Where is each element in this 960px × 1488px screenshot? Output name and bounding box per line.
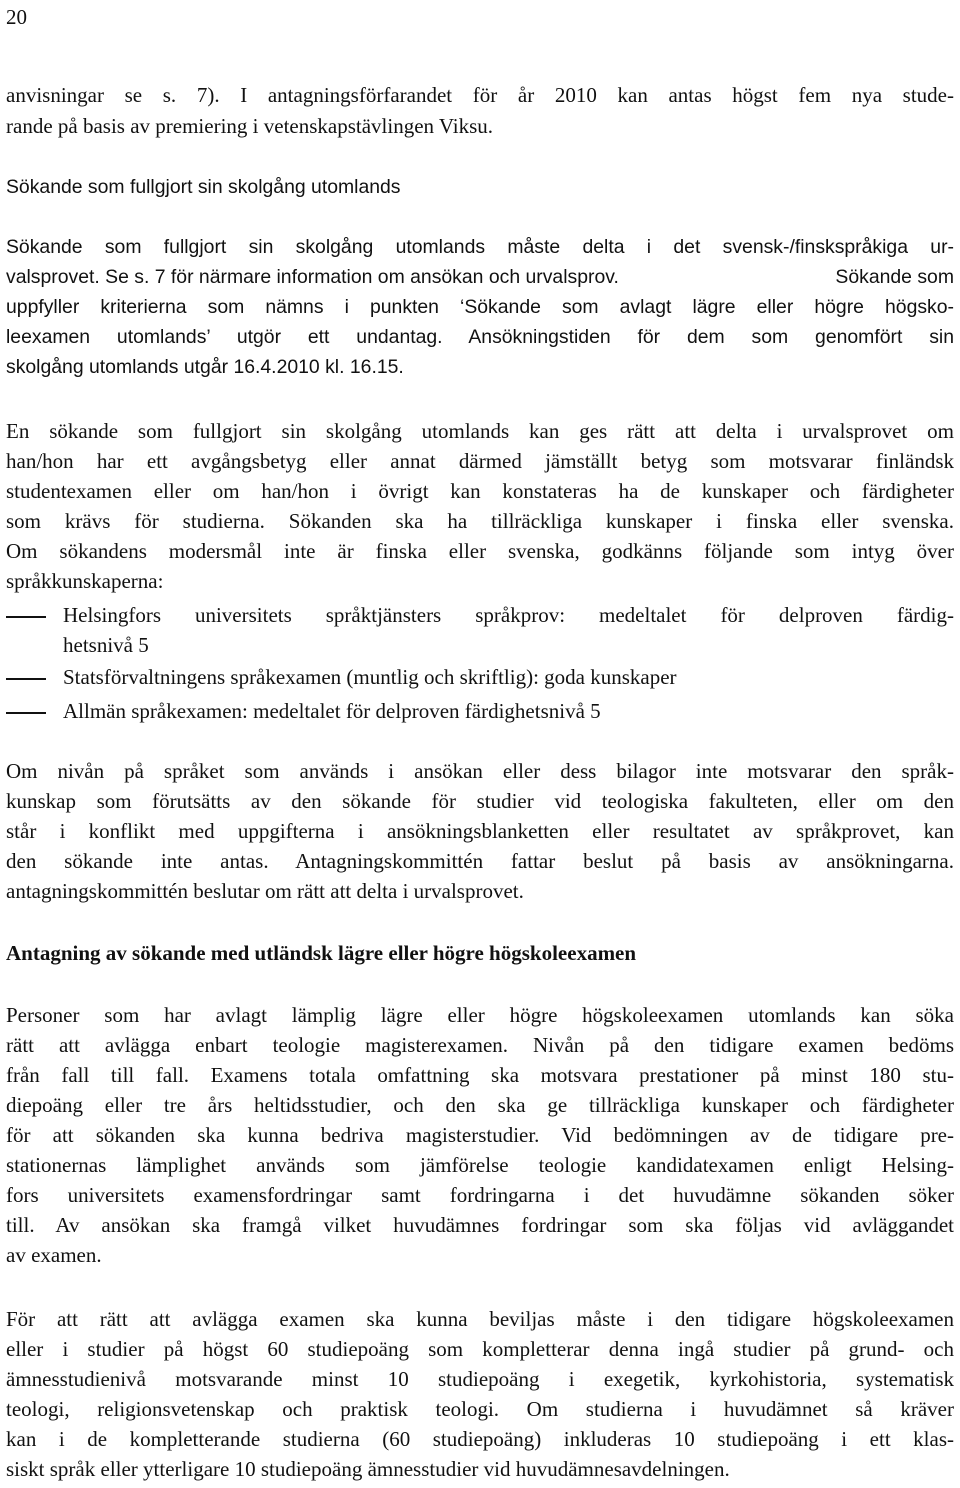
level-line-2: kunskap som förutsätts av den sökande för studier vid teologiska fakulteten, eller om den xyxy=(6,789,954,813)
degree-line-5: för att sökanden ska kunna bedriva magisterstudier. Vid bedömningen av de tidigare pre- xyxy=(6,1123,954,1147)
bullet-3-line-1: Allmän språkexamen: medeltalet för delproven färdighetsnivå 5 xyxy=(63,699,601,723)
degree-line-8: till. Av ansökan ska framgå vilket huvudämnes fordringar som ska följas vid avläggandet xyxy=(6,1213,954,1237)
complement-line-1: För att rätt att avlägga examen ska kunna beviljas måste i den tidigare högskoleexamen xyxy=(6,1307,954,1331)
level-line-5: antagningskommittén beslutar om rätt att delta i urvalsprovet. xyxy=(6,879,524,903)
language-line-1: En sökande som fullgjort sin skolgång utomlands kan ges rätt att delta i urvalsprovet om xyxy=(6,419,954,443)
bullet-1-line-1: Helsingfors universitets språktjänsters språkprov: medeltalet för delproven färdig- xyxy=(63,603,954,627)
complement-line-6: siskt språk eller ytterligare 10 studiepoäng ämnesstudier vid huvudämnesavdelningen. xyxy=(6,1457,730,1481)
complement-line-3: ämnesstudienivå motsvarande minst 10 studiepoäng i exegetik, kyrkohistoria, systematisk xyxy=(6,1367,954,1391)
complement-line-5: kan i de kompletterande studierna (60 studiepoäng) inkluderas 10 studiepoäng i ett klas- xyxy=(6,1427,954,1451)
section-abroad-line-2b: Sökande som xyxy=(835,266,954,288)
language-line-5: Om sökandens modersmål inte är finska eller svenska, godkänns följande som intyg över xyxy=(6,539,954,563)
degree-line-9: av examen. xyxy=(6,1243,102,1267)
degree-line-1: Personer som har avlagt lämplig lägre eller högre högskoleexamen utomlands kan söka xyxy=(6,1003,954,1027)
complement-line-2: eller i studier på högst 60 studiepoäng som kompletterar denna ingå studier på grund- och xyxy=(6,1337,954,1361)
bullet-dash-3 xyxy=(6,696,46,726)
section-abroad-line-1: Sökande som fullgjort sin skolgång utomlands måste delta i det svensk-/finskspråkiga ur- xyxy=(6,236,954,258)
language-line-3: studentexamen eller om han/hon i övrigt kan konstateras ha de kunskaper och färdigheter xyxy=(6,479,954,503)
level-line-3: står i konflikt med uppgifterna i ansökningsblanketten eller resultatet av språkprovet, kan xyxy=(6,819,954,843)
section-abroad-title: Sökande som fullgjort sin skolgång utomlands xyxy=(6,176,401,198)
intro-line-2: rande på basis av premiering i vetenskapstävlingen Viksu. xyxy=(6,114,494,138)
section-abroad-line-3: uppfyller kriterierna som nämns i punkten ‘Sökande som avlagt lägre eller högre högsko- xyxy=(6,296,954,318)
bullet-dash-2 xyxy=(6,662,46,692)
bullet-2-line-1: Statsförvaltningens språkexamen (muntlig och skriftlig): goda kunskaper xyxy=(63,665,677,689)
level-line-4: den sökande inte antas. Antagningskommittén fattar beslut på basis av ansökningarna. xyxy=(6,849,954,873)
section-abroad-line-4: leexamen utomlands’ utgör ett undantag. Ansökningstiden för dem som genomfört sin xyxy=(6,326,954,348)
degree-line-4: diepoäng eller tre års heltidsstudier, och den ska ge tillräckliga kunskaper och färdigheter xyxy=(6,1093,954,1117)
intro-line-1: anvisningar se s. 7). I antagningsförfarandet för år 2010 kan antas högst fem nya stude- xyxy=(6,83,954,107)
section-abroad-line-5: skolgång utomlands utgår 16.4.2010 kl. 16.15. xyxy=(6,356,404,378)
language-line-4: som krävs för studierna. Sökanden ska ha tillräckliga kunskaper i finska eller svenska. xyxy=(6,509,954,533)
degree-line-2: rätt att avlägga enbart teologie magisterexamen. Nivån på den tidigare examen bedöms xyxy=(6,1033,954,1057)
language-line-6: språkkunskaperna: xyxy=(6,569,164,593)
section-degree-title: Antagning av sökande med utländsk lägre eller högre högskoleexamen xyxy=(6,941,637,965)
complement-line-4: teologi, religionsvetenskap och praktisk teologi. Om studierna i huvudämnet så kräver xyxy=(6,1397,954,1421)
degree-line-7: fors universitets examensfordringar samt fordringarna i det huvudämne sökanden söker xyxy=(6,1183,954,1207)
page-number: 20 xyxy=(6,5,27,29)
level-line-1: Om nivån på språket som används i ansökan eller dess bilagor inte motsvarar den språk- xyxy=(6,759,954,783)
section-abroad-line-2: valsprovet. Se s. 7 för närmare information om ansökan och urvalsprov. xyxy=(6,266,619,288)
bullet-1-line-2: hetsnivå 5 xyxy=(63,633,149,657)
degree-line-3: från fall till fall. Examens totala omfattning ska motsvara prestationer på minst 180 stu- xyxy=(6,1063,954,1087)
language-line-2: han/hon har ett avgångsbetyg eller annat därmed jämställt betyg som motsvarar finländsk xyxy=(6,449,954,473)
degree-line-6: stationernas lämplighet används som jämförelse teologie kandidatexamen enligt Helsing- xyxy=(6,1153,954,1177)
bullet-dash-1 xyxy=(6,600,46,630)
